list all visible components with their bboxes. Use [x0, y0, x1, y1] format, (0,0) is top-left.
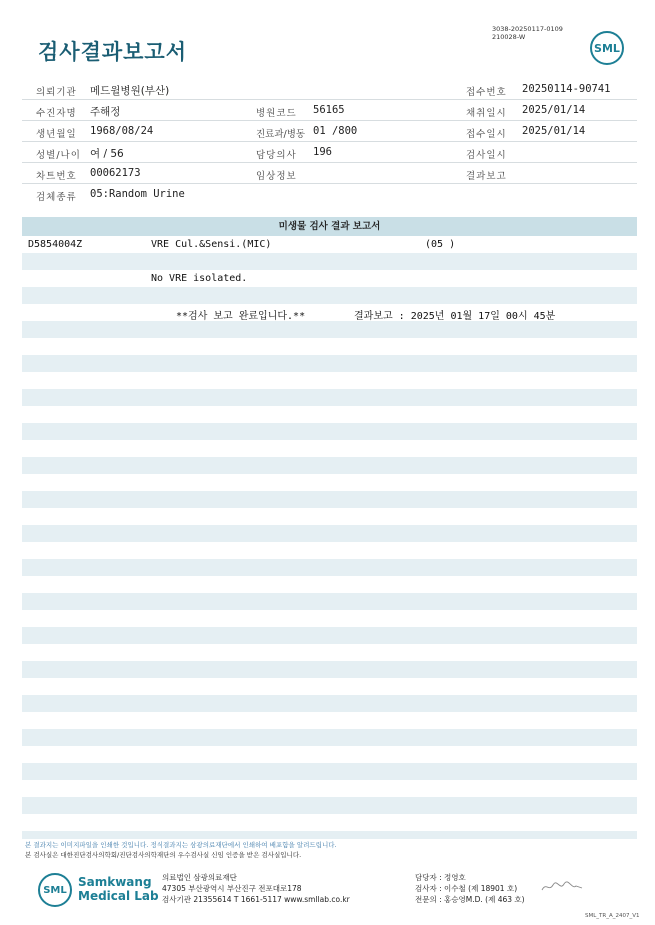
contact: 검사기관 21355614 T 1661-5117 www.smllab.co.kr — [162, 895, 350, 904]
patient-value: 주해정 — [90, 106, 121, 118]
result-stripe — [22, 729, 637, 746]
dob-value: 1968/08/24 — [90, 125, 154, 137]
test-code: (05 ) — [425, 239, 456, 250]
result-stripe — [22, 389, 637, 406]
result-stripe — [22, 695, 637, 712]
result-stripe — [22, 559, 637, 576]
result-report-label: 결과보고 — [466, 171, 507, 182]
info-row-6 — [22, 184, 637, 204]
clinical-label: 임상정보 — [256, 171, 297, 182]
test-result: No VRE isolated. — [151, 273, 248, 284]
report-complete-message: **검사 보고 완료입니다.** — [176, 311, 306, 322]
sex-age-label: 성별/나이 — [36, 150, 81, 161]
hospital-code-label: 병원코드 — [256, 108, 297, 119]
address: 47305 부산광역시 부산진구 전포대로178 — [162, 884, 302, 893]
section-title: 미생물 검사 결과 보고서 — [22, 217, 637, 236]
footer-logo: SML — [38, 873, 72, 907]
result-stripe — [22, 321, 637, 338]
info-row-1 — [22, 79, 637, 100]
dept-value: 01 /800 — [313, 125, 358, 137]
test-name: VRE Cul.&Sensi.(MIC) — [151, 239, 272, 250]
result-stripe — [22, 355, 637, 372]
sex-age-value: 여 / 56 — [90, 148, 124, 160]
doctor-value: 196 — [313, 146, 332, 158]
receipt-no-value: 20250114-90741 — [522, 83, 611, 95]
page-title: 검사결과보고서 — [38, 40, 188, 64]
result-stripe — [22, 661, 637, 678]
info-row-3 — [22, 121, 637, 142]
test-date-label: 검사일시 — [466, 150, 507, 161]
receipt-no-label: 접수번호 — [466, 87, 507, 98]
institution-label: 의뢰기관 — [36, 87, 77, 98]
brand-line1: Samkwang — [78, 875, 152, 889]
document-id-line2: 210028-W — [492, 33, 526, 41]
footer-brand — [78, 875, 159, 903]
accreditation-note: 본 검사실은 대한진단검사의학회/진단검사의학재단의 우수검사실 신임 인증을 받은 검사실입니다. — [25, 851, 302, 859]
result-stripe — [22, 627, 637, 644]
signature-image — [540, 880, 584, 894]
specialist: 전문의 : 홍승영M.D. (제 463 호) — [415, 895, 525, 904]
dob-label: 생년월일 — [36, 129, 77, 140]
patient-label: 수진자명 — [36, 108, 77, 119]
result-stripe — [22, 491, 637, 508]
receipt-date-value: 2025/01/14 — [522, 125, 586, 137]
info-row-2 — [22, 100, 637, 121]
specimen-value: 05:Random Urine — [90, 188, 185, 200]
result-stripe — [22, 423, 637, 440]
manager: 담당자 : 정영호 — [415, 873, 466, 882]
institution-value: 메드윌병원(부산) — [90, 85, 170, 97]
receipt-date-label: 접수일시 — [466, 129, 507, 140]
brand-line2: Medical Lab — [78, 889, 159, 903]
tester: 검사자 : 이수철 (제 18901 호) — [415, 884, 518, 893]
footer-staff-block — [415, 872, 525, 905]
chart-no-label: 차트번호 — [36, 171, 77, 182]
result-stripe — [22, 797, 637, 814]
specimen-code: D5854004Z — [28, 239, 83, 250]
result-stripe — [22, 525, 637, 542]
info-row-5 — [22, 163, 637, 184]
footer-address-block — [162, 872, 350, 905]
document-id-line1: 3038-20250117-0109 — [492, 25, 563, 33]
result-stripe — [22, 253, 637, 270]
result-stripe — [22, 593, 637, 610]
info-row-4 — [22, 142, 637, 163]
result-stripe — [22, 287, 637, 304]
disclaimer-note: 본 결과지는 이미지파일을 인쇄한 것입니다. 정식결과지는 삼광의료재단에서 인쇄하여 배포함을 알려드립니다. — [25, 841, 337, 849]
report-time: 결과보고 : 2025년 01월 17일 00시 45분 — [354, 311, 556, 322]
document-id — [492, 25, 563, 41]
result-stripe — [22, 457, 637, 474]
chart-no-value: 00062173 — [90, 167, 141, 179]
specimen-label: 검체종류 — [36, 192, 77, 203]
collect-date-label: 채취일시 — [466, 108, 507, 119]
sml-logo: SML — [590, 31, 624, 65]
form-code: SML_TR_A_2407_V1 — [585, 913, 640, 919]
result-stripe — [22, 831, 637, 839]
hospital-code-value: 56165 — [313, 104, 345, 116]
doctor-label: 담당의사 — [256, 150, 297, 161]
result-stripe — [22, 763, 637, 780]
collect-date-value: 2025/01/14 — [522, 104, 586, 116]
dept-label: 진료과/병동 — [256, 129, 306, 140]
org-name: 의료법인 삼광의료재단 — [162, 873, 237, 882]
